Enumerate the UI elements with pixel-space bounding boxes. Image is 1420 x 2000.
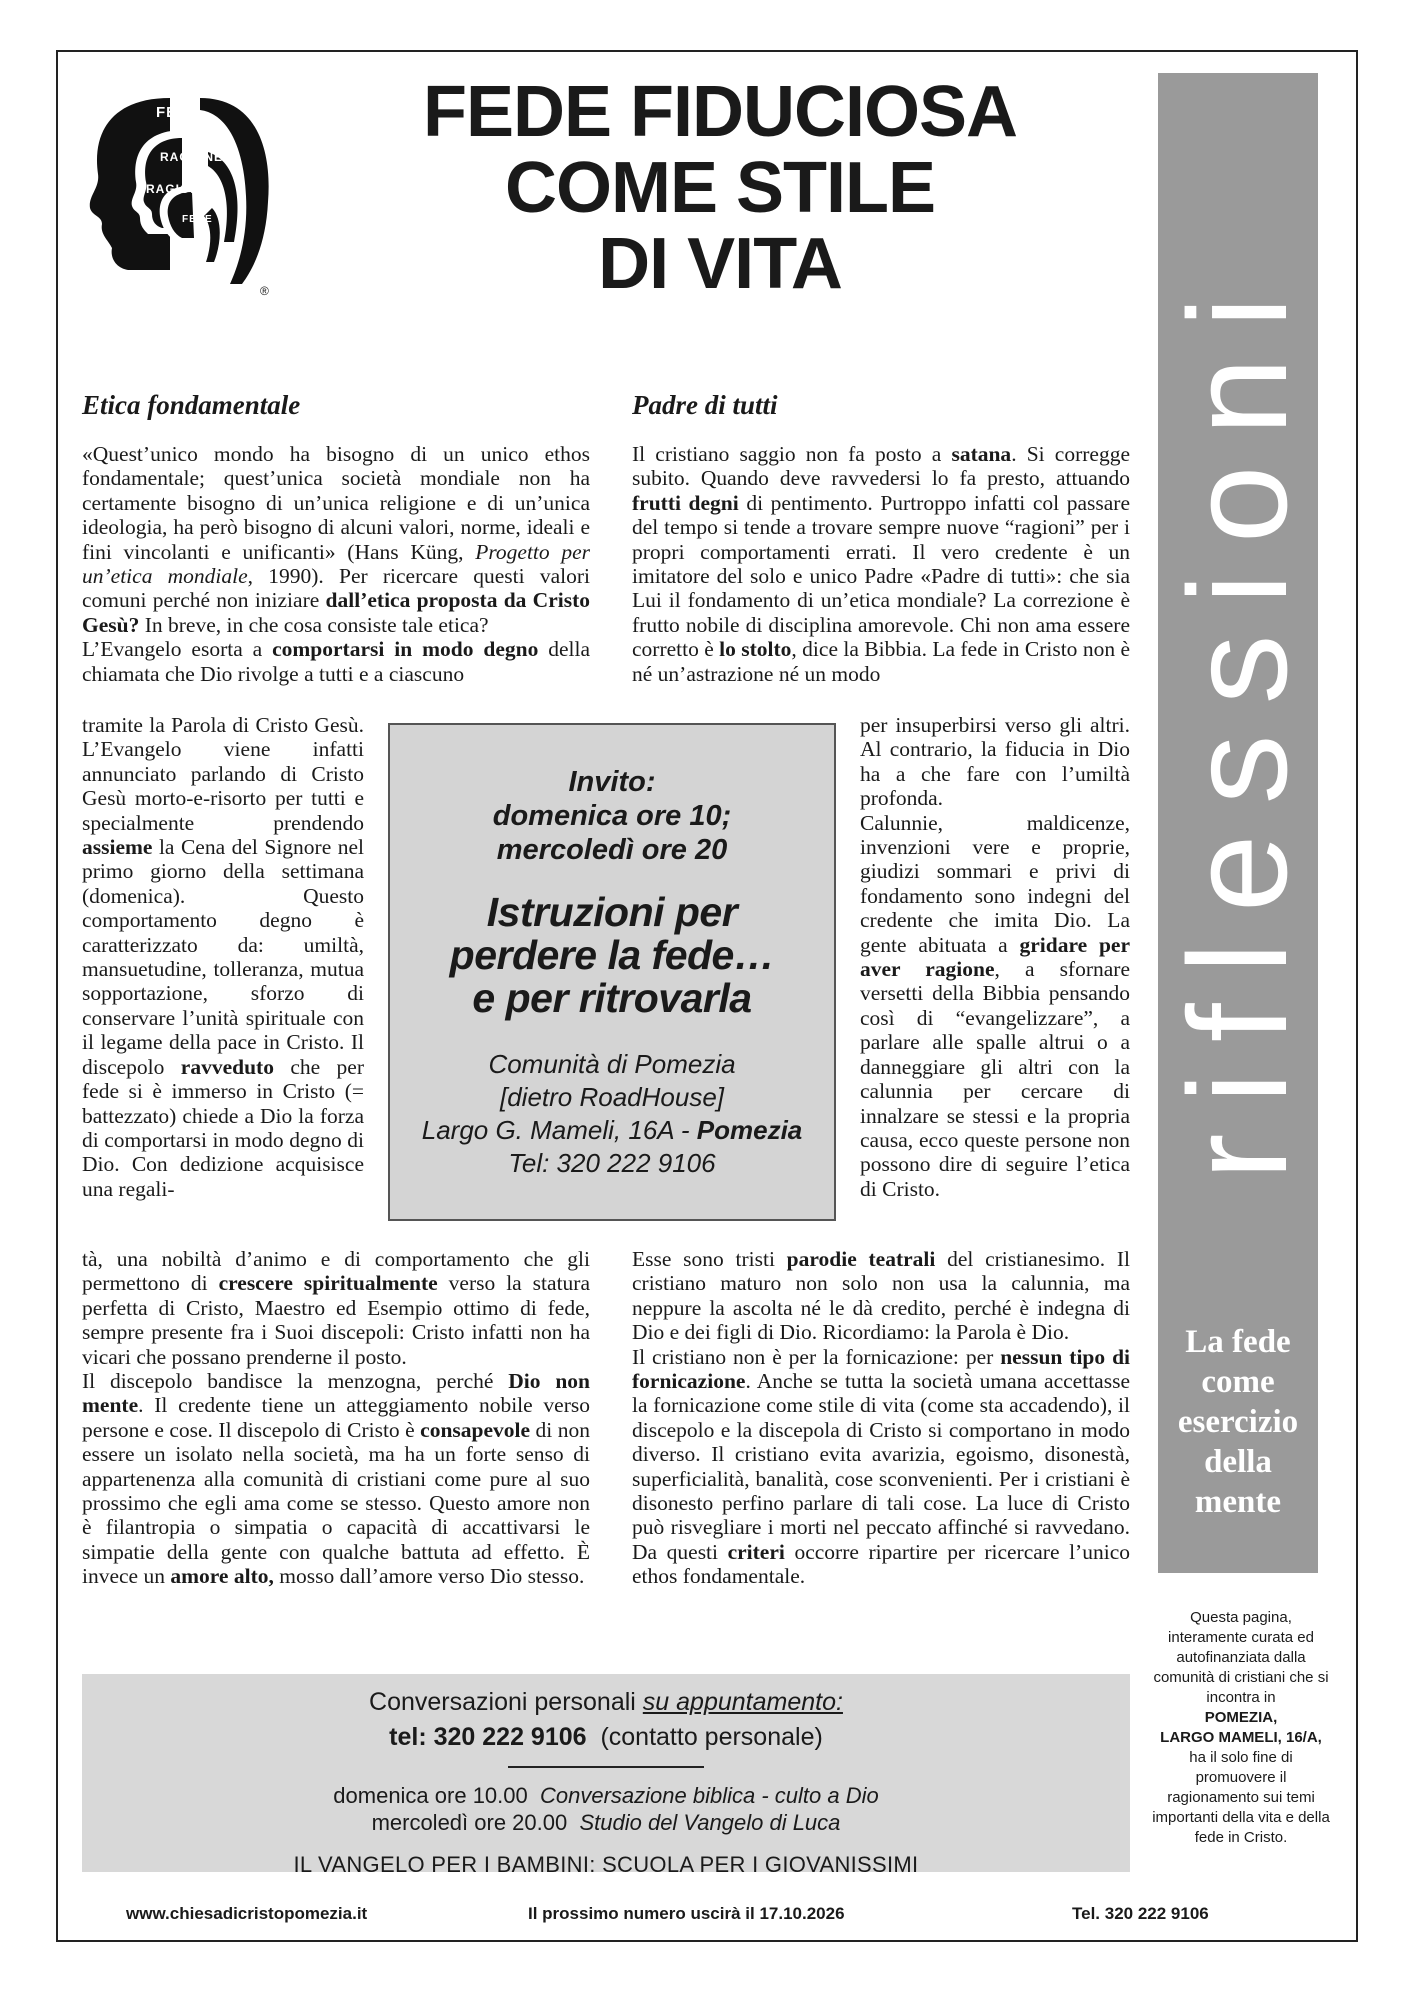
left-paragraph-3: Il discepolo bandisce la menzogna, perché Dio non mente. Il credente tiene un atteggiamento nobile verso persone e cose. Il discepolo di Cristo è consapevole di non essere un isolato nella società, ma ha un forte senso di appartenenza alla comunità di cristiani come pure al suo prossimo che egli ama come se stesso. Questo amore non è filantropia o simpatia o capacità di accattivarsi le simpatie della gente con qualche battuta ad effetto. È invece un amore alto, mosso dall’amore verso Dio stesso.: [82, 1369, 590, 1589]
side-note: [1152, 1608, 1330, 1848]
invitation-phone: Tel: 320 222 9106: [508, 1148, 716, 1178]
website-link[interactable]: www.chiesadicristopomezia.it: [126, 1904, 368, 1923]
band-caption-line: La fede: [1185, 1324, 1291, 1360]
invitation-box: [388, 723, 836, 1221]
contact-appointment: Conversazioni personali su appuntamento:: [369, 1688, 843, 1716]
contact-phone: tel: 320 222 9106 (contatto personale): [389, 1723, 823, 1751]
left-paragraph-narrow: tramite la Parola di Cristo Gesù. L’Evangelo viene infatti annunciato parlando di Cristo Gesù morto-e-risorto per tutti e specialmente prendendo assieme la Cena del Signore nel primo giorno della settimana (domenica). Questo comportamento degno è caratterizzato da: umiltà, mansuetudine, tolleranza, mutua sopportazione, sforzo di conservare l’unità spirituale con il legame della pace in Cristo. Il discepolo ravveduto che per fede si è immerso in Cristo (= battezzato) chiede a Dio la forza di comportarsi in modo degno di Dio. Con dedizione acquisisce una regali-: [82, 713, 364, 1201]
appointment-link[interactable]: su appuntamento:: [642, 1688, 843, 1716]
invitation-heading-line: Invito:: [568, 766, 656, 798]
left-heading: Etica fondamentale: [82, 390, 301, 420]
schedule-item: domenica ore 10.00 Conversazione biblica - culto a Dio: [333, 1783, 879, 1808]
invitation-community: Comunità di Pomezia: [488, 1049, 736, 1079]
logo-word-fede: FEDE: [156, 104, 201, 121]
page-title: [330, 74, 1110, 302]
band-word: [1152, 1008, 1420, 1180]
left-paragraph-wide: tà, una nobiltà d’animo e di comportamento che gli permettono di crescere spiritualmente verso la statura perfetta di Cristo, Maestro ed Esempio ottimo di fede, sempre presente fra i Suoi discepoli: Cristo infatti non ha vicari che possano prenderne il posto.: [82, 1247, 590, 1369]
side-note-address: LARGO MAMELI, 16/A,: [1160, 1729, 1322, 1746]
left-paragraph-1: «Quest’unico mondo ha bisogno di un unico ethos fondamentale; quest’unica società mondiale non ha certamente bisogno di un’unica religione e di un’unica ideologia, ha però bisogno di alcuni valori, norme, ideali e fini vincolanti e unificanti» (Hans Küng, Progetto per un’etica mondiale, 1990). Per ricercare questi valori comuni perché non iniziare dall’etica proposta da Cristo Gesù? In breve, in che cosa consiste tale etica?: [82, 442, 591, 637]
side-note-text: Questa pagina, interamente curata ed autofinanziata dalla comunità di cristiani che si incontra in: [1153, 1609, 1329, 1706]
invitation-title-line: perdere la fede…: [449, 932, 775, 978]
invitation-heading: [390, 765, 834, 867]
left-column-narrow: [82, 713, 364, 1201]
next-issue: Il prossimo numero uscirà il 17.10.2026: [528, 1904, 845, 1923]
band-caption-line: mente: [1194, 1484, 1282, 1520]
right-paragraph-narrow-2: Calunnie, maldicenze, invenzioni vere e proprie, giudizi sommari e privi di fondamento sono indegni del credente che imita Dio. La gente abituata a gridare per aver ragione, a sfornare versetti della Bibbia pensando così di “evangelizzare”, a parlare alle spalle altrui o a danneggiare gli altri con la calunnia per cercare di innalzare se stessi e la propria causa, ecco queste persone non possono dire di seguire l’etica di Cristo.: [860, 810, 1130, 1201]
invitation-heading-line: mercoledì ore 20: [496, 834, 728, 866]
children-school-line: IL VANGELO PER I BAMBINI: SCUOLA PER I GIOVANISSIMI: [293, 1852, 919, 1877]
invitation-title-line: e per ritrovarla: [472, 975, 752, 1021]
logo-word-fede-2: FEDE: [182, 214, 213, 225]
right-column-bottom: [632, 1247, 1130, 1589]
left-column-bottom: [82, 1247, 590, 1589]
footer-phone: Tel. 320 222 9106: [1072, 1904, 1209, 1923]
title-line-1: FEDE FIDUCIOSA: [422, 72, 1018, 152]
schedule-item: mercoledì ore 20.00 Studio del Vangelo di Luca: [371, 1810, 841, 1835]
right-paragraph-3: Il cristiano non è per la fornicazione: per nessun tipo di fornicazione. Anche se tutta la società umana accettasse la fornicazione come stile di vita (come sta accadendo), il discepolo e la discepola di Cristo si comportano in modo diverso. Il cristiano evita avarizia, egoismo, disonestà, superficialità, banalità, cose sconvenienti. Per i cristiani è disonesto perfino parlare di tali cose. La luce di Cristo può risvegliare i morti nel peccato affinché si ravvedano. Da questi criteri occorre ripartire per ricercare l’unico ethos fondamentale.: [632, 1344, 1130, 1589]
invitation-address: [390, 1048, 834, 1180]
right-paragraph-wide: Esse sono tristi parodie teatrali del cristianesimo. Il cristiano maturo non solo non usa la calunnia, ma neppure la ascolta né le dà credito, perché è indegna di Dio e dei figli di Dio. Ricordiamo: la Parola è Dio.: [632, 1247, 1130, 1345]
left-paragraph-2: L’Evangelo esorta a comportarsi in modo degno della chiamata che Dio rivolge a tutti e a ciascuno: [82, 637, 591, 686]
right-column-top: [632, 442, 1130, 686]
right-paragraph-1: Il cristiano saggio non fa posto a satana. Si corregge subito. Quando deve ravvedersi lo fa presto, attuando frutti degni di pentimento. Purtroppo infatti col passare del tempo si tende a trovare sempre nuove “ragioni” per i propri comportamenti errati. Il vero credente è un imitatore del solo e unico Padre «Padre di tutti»: che sia Lui il fondamento di un’etica mondiale? La correzione è frutto nobile di disciplina amorevole. Chi non ama essere corretto è lo stolto, dice la Bibbia. La fede in Cristo non è né un’astrazione né un modo: [632, 442, 1130, 686]
invitation-title: [390, 891, 834, 1020]
band-caption-line: come: [1201, 1364, 1275, 1400]
side-note-text-2: ha il solo fine di promuovere il ragionamento sui temi importanti della vita e della fede in Cristo.: [1152, 1749, 1330, 1846]
right-paragraph-narrow-1: per insuperbirsi verso gli altri. Al contrario, la fiducia in Dio ha a che fare con l’umiltà profonda.: [860, 713, 1130, 811]
band-caption: [1162, 1322, 1314, 1522]
divider: [508, 1766, 704, 1768]
logo-word-ragione-2: RAGIONE: [146, 182, 210, 196]
right-column-narrow: [860, 713, 1130, 1201]
invitation-landmark: [dietro RoadHouse]: [499, 1082, 725, 1112]
title-line-3: DI VITA: [598, 224, 842, 304]
logo-word-ragione: RAGIONE: [160, 150, 224, 164]
registered-mark: ®: [260, 284, 269, 298]
faces-logo-icon: [82, 92, 282, 302]
title-line-2: COME STILE: [504, 148, 935, 228]
side-note-city: POMEZIA,: [1204, 1709, 1278, 1726]
contact-box: [82, 1674, 1130, 1877]
invitation-street: Largo G. Mameli, 16A - Pomezia: [421, 1115, 803, 1145]
schedule: [82, 1782, 1130, 1836]
band-caption-line: esercizio: [1177, 1404, 1299, 1440]
left-column-top: [82, 442, 590, 686]
invitation-heading-line: domenica ore 10;: [492, 800, 732, 832]
invitation-title-line: Istruzioni per: [486, 889, 738, 935]
logo: [82, 92, 282, 302]
band-caption-line: della: [1204, 1444, 1272, 1480]
right-heading: Padre di tutti: [632, 390, 778, 420]
